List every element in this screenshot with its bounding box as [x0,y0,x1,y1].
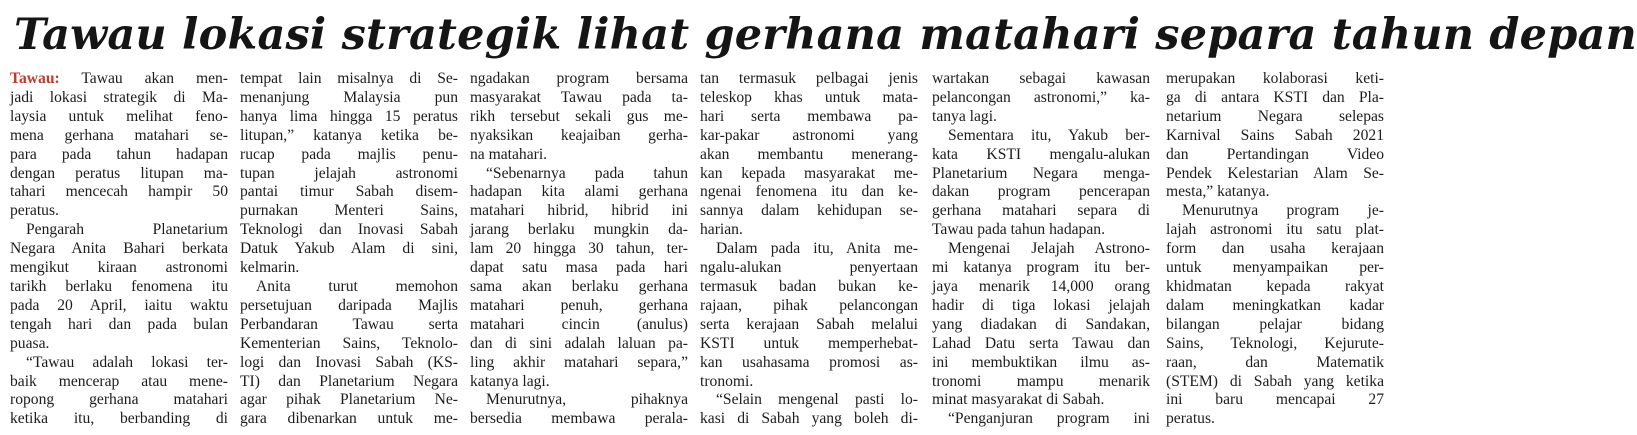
text-line: hanya lima hingga 15 peratus [240,107,458,125]
article-column-2 [240,70,458,432]
text-line: Karnival Sains Sabah 2021 [1166,126,1384,144]
text-line: form dan usaha kerajaan [1166,240,1384,258]
text-line: bilangan pelajar bidang [1166,315,1384,333]
text-line: hari serta membawa pa- [700,107,918,125]
text-line: dan di sini adalah laluan pa- [470,334,688,352]
text-line: Tawau: Tawau akan men- [10,70,228,87]
text-line: termasuk badan bukan ke- [700,277,918,295]
text-line: rajaan, pihak pelancongan [700,296,918,314]
text-line: masyarakat Tawau pada ta- [470,88,688,106]
text-line: Kementerian Sains, Teknolo- [240,334,458,352]
text-line: ngadakan program bersama [470,70,688,87]
text-line: puasa. [10,334,50,352]
text-line: peratus. [1166,410,1215,428]
text-line: jarang berlaku mungkin da- [470,221,688,239]
text-line: gara dibenarkan untuk me- [240,410,458,428]
text-line: lam 20 hingga 30 tahun, ter- [470,240,688,258]
text-line: “Penganjuran program ini [948,410,1150,428]
text-line: na matahari. [470,145,548,163]
text-line: matahari cincin (anulus) [470,315,688,333]
text-line: dalam meningkatkan kadar [1166,296,1384,314]
text-line: matahari penuh, gerhana [470,296,688,314]
text-line: “Tawau adalah lokasi ter- [26,353,228,371]
text-line: peratus. [10,202,59,220]
text-line: kasi di Sabah yang boleh di- [700,410,918,428]
text-line: tan termasuk pelbagai jenis [700,70,918,87]
text-line: persetujuan daripada Majlis [240,296,458,314]
text-line: netarium Negara selepas [1166,107,1384,125]
text-line: dapat satu masa pada hari [470,259,688,277]
text-line: kan kepada masyarakat me- [700,164,918,182]
text-line: merupakan kolaborasi keti- [1166,70,1384,87]
text-line: ketika itu, berbanding di [10,410,228,428]
article-column-5 [932,70,1150,432]
text-line: Tawau pada tahun hadapan. [932,221,1105,239]
text-line: raan, dan Matematik [1166,353,1384,371]
text-line: “Sebenarnya pada tahun [486,164,688,182]
text-line: untuk menyampaikan per- [1166,259,1384,277]
text-line: kelmarin. [240,259,300,277]
text-line: sannya dalam kehidupan se- [700,202,918,220]
text-line: mena gerhana matahari se- [10,126,228,144]
text-line: Lahad Datu serta Tawau dan [932,334,1150,352]
text-line: rikh tersebut sekali gus me- [470,107,688,125]
article-body [10,70,1384,432]
text-line: tronomi. [700,372,754,390]
text-line: lajah astronomi itu satu plat- [1166,221,1384,239]
text-line: Datuk Yakub Alam di sini, [240,240,458,258]
text-line: mesta,” katanya. [1166,183,1270,201]
dateline: Tawau: [10,70,60,87]
headline: Tawau lokasi strategik lihat gerhana matahari separa tahun depan [14,10,1637,60]
text-line: rucap pada majlis penu- [240,145,458,163]
text-line: logi dan Inovasi Sabah (KS- [240,353,458,371]
text-line: yang diadakan di Sandakan, [932,315,1150,333]
text-line: Menurutnya, pihaknya [486,391,688,409]
text-line: tempat lain misalnya di Se- [240,70,458,87]
text-line: Pendek Kelestarian Alam Se- [1166,164,1384,182]
article-column-3 [470,70,688,432]
text-line: gerhana matahari separa di [932,202,1150,220]
text-line: Sains, Teknologi, Kejurute- [1166,334,1384,352]
text-line: ling akhir matahari separa,” [470,353,688,371]
text-line: serta kerajaan Sabah melalui [700,315,918,333]
text-line: Dalam pada itu, Anita me- [716,240,918,258]
text-line: dan Pertandingan Video [1166,145,1384,163]
text-line: wartakan sebagai kawasan [932,70,1150,87]
text-line: Perbandaran Tawau serta [240,315,458,333]
text-line: Menurutnya program je- [1182,202,1384,220]
text-line: mengikut kiraan astronomi [10,259,228,277]
text-line: TI) dan Planetarium Negara [240,372,458,390]
text-line: katanya lagi. [470,372,550,390]
text-line: akan membantu menerang- [700,145,918,163]
text-line: khidmatan kepada rakyat [1166,277,1384,295]
text-line: ngenai fenomena itu dan ke- [700,183,918,201]
text-line: harian. [700,221,743,239]
text-line: Anita turut memohon [256,277,458,295]
text-line: kar-pakar astronomi yang [700,126,918,144]
text-line: hadapan kita alami gerhana [470,183,688,201]
text-line: laysia untuk melihat feno- [10,107,228,125]
text-line: tupan jelajah astronomi [240,164,458,182]
text-line: Mengenai Jelajah Astrono- [948,240,1150,258]
text-line: sama akan berlaku gerhana [470,277,688,295]
text-line: agar pihak Planetarium Ne- [240,391,458,409]
text-line: kan usahasama promosi as- [700,353,918,371]
text-line: KSTI untuk memperhebat- [700,334,918,352]
text-line: ngalu-alukan penyertaan [700,259,918,277]
text-line: dakan program pencerapan [932,183,1150,201]
text-line: ga di antara KSTI dan Pla- [1166,88,1384,106]
text-line: pada 20 April, iaitu waktu [10,296,228,314]
text-line: pantai timur Sabah disem- [240,183,458,201]
text-line: pelancongan astronomi,” ka- [932,88,1150,106]
text-line: jadi lokasi strategik di Ma- [10,88,228,106]
text-line: matahari hibrid, hibrid ini [470,202,688,220]
text-line: (STEM) di Sabah yang ketika [1166,372,1384,390]
text-line: ropong gerhana matahari [10,391,228,409]
text-line: jaya menarik 14,000 orang [932,277,1150,295]
text-line: mi katanya program itu ber- [932,259,1150,277]
text-line: tengah hari dan pada bulan [10,315,228,333]
text-line: tronomi mampu menarik [932,372,1150,390]
text-line: Teknologi dan Inovasi Sabah [240,221,458,239]
text-line: purnakan Menteri Sains, [240,202,458,220]
text-line: bersedia membawa perala- [470,410,688,428]
text-line: dengan peratus litupan ma- [10,164,228,182]
text-line: hadir di tiga lokasi jelajah [932,296,1150,314]
text-line: Sementara itu, Yakub ber- [948,126,1150,144]
text-line: tahari mencecah hampir 50 [10,183,228,201]
article-column-6 [1166,70,1384,432]
text-line: litupan,” katanya ketika be- [240,126,458,144]
text-line: Negara Anita Bahari berkata [10,240,228,258]
article-column-4 [700,70,918,432]
text-line: ini baru mencapai 27 [1166,391,1384,409]
text-line: minat masyarakat di Sabah. [932,391,1105,409]
text-line: menanjung Malaysia pun [240,88,458,106]
text-line: tanya lagi. [932,107,997,125]
text-line: Pengarah Planetarium [26,221,228,239]
article-column-1 [10,70,228,432]
text-line: ini membuktikan ilmu as- [932,353,1150,371]
text-line: tarikh berlaku fenomena itu [10,277,228,295]
text-line: baik mencerap atau mene- [10,372,228,390]
text-line: teleskop khas untuk mata- [700,88,918,106]
text-line: para pada tahun hadapan [10,145,228,163]
text-line: Planetarium Negara menga- [932,164,1150,182]
text-line: nyaksikan keajaiban gerha- [470,126,688,144]
text-line: “Selain mengenal pasti lo- [716,391,918,409]
text-line: kata KSTI mengalu-alukan [932,145,1150,163]
